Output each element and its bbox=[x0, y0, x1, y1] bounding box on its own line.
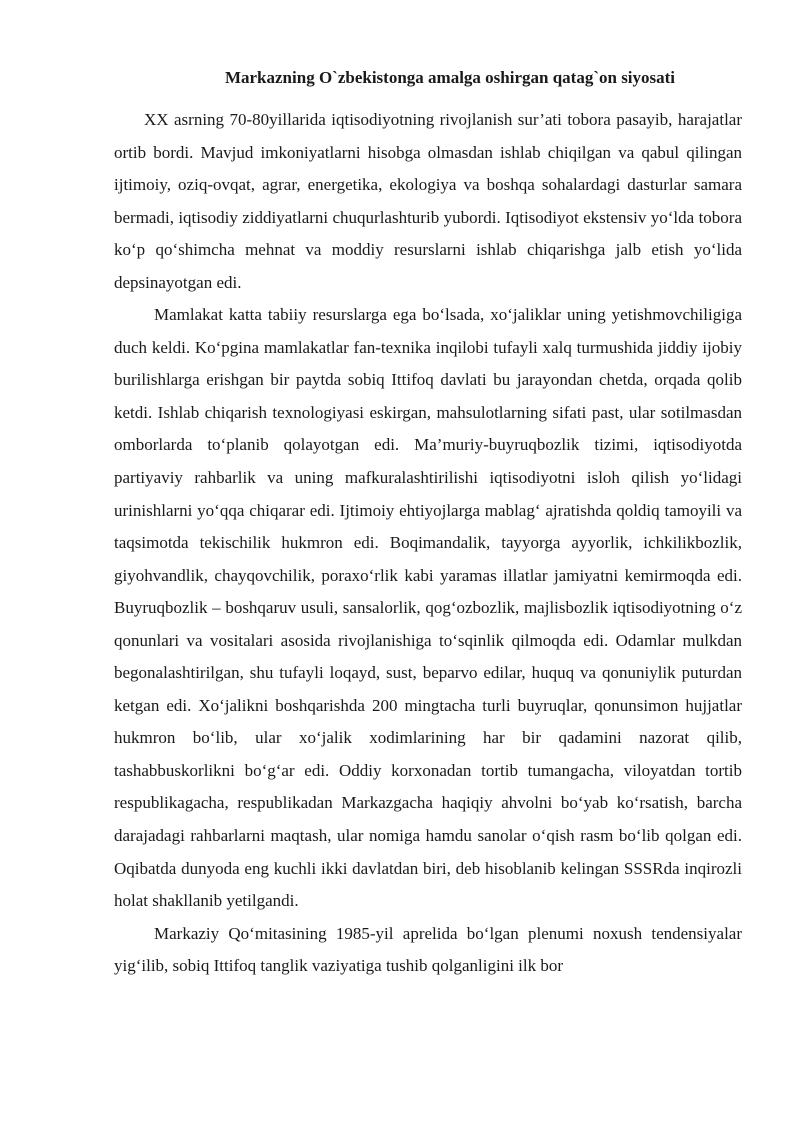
paragraph: Markaziy Qo‘mitasining 1985-yil aprelida bo‘lgan plenumi noxush tendensiyalar yig‘ilib, sobiq Ittifoq tanglik vaziyatiga tushib qolganligini ilk bor bbox=[114, 923, 742, 976]
document-body bbox=[114, 104, 742, 983]
document-title: Markazning O`zbekistonga amalga oshirgan qatag`on siyosati bbox=[224, 68, 676, 87]
paragraph: XX asrning 70-80yillarida iqtisodiyotning rivojlanish sur’ati tobora pasayib, harajatlar ortib bordi. Mavjud imkoniyatlarni hisobga olmasdan ishlab chiqilgan va qabul qilingan ijtimoiy, oziq-ovqat, agrar, energetika, ekologiya va boshqa sohalardagi dasturlar samara bermadi, iqtisodiy ziddiyatlarni chuqurlashturib yubordi. Iqtisodiyot ekstensiv yo‘lda tobora ko‘p qo‘shimcha mehnat va moddiy resurslarni ishlab chiqarishga jalb etish yo‘lida depsinayotgan edi. bbox=[114, 110, 742, 292]
paragraph: Mamlakat katta tabiiy resurslarga ega bo‘lsada, xo‘jaliklar uning yetishmovchiligiga duch keldi. Ko‘pgina mamlakatlar fan-texnika inqilobi tufayli xalq turmushida jiddiy ijobiy burilishlarga erishgan bir paytda sobiq Ittifoq davlati bu jarayondan chetda, orqada qolib ketdi. Ishlab chiqarish texnologiyasi eskirgan, mahsulotlarning sifati past, ular sotilmasdan omborlarda to‘planib qolayotgan edi. Ma’muriy-buyruqbozlik tizimi, iqtisodiyotda partiyaviy rahbarlik va uning mafkuralashtirilishi iqtisodiyotni isloh qilish yo‘lidagi urinishlarni yo‘qqa chiqarar edi. Ijtimoiy ehtiyojlarga mablag‘ ajratishda qoldiq tamoyili va taqsimotda tekischilik hukmron edi. Boqimandalik, tayyorga ayyorlik, ichkilikbozlik, giyohvandlik, chayqovchilik, poraxo‘rlik kabi yaramas illatlar jamiyatni kemirmoqda edi. Buyruqbozlik – boshqaruv usuli, sansalorlik, qog‘ozbozlik, majlisbozlik iqtisodiyotning o‘z qonunlari va vositalari asosida rivojlanishiga to‘sqinlik qilmoqda edi. Odamlar mulkdan begonalashtirilgan, shu tufayli loqayd, sust, beparvo edilar, huquq va qonuniylik puturdan ketgan edi. Xo‘jalikni boshqarishda 200 mingtacha turli buyruqlar, qonunsimon hujjatlar hukmron bo‘lib, ular xo‘jalik xodimlarining har bir qadamini nazorat qilib, tashabbuskorlikni bo‘g‘ar edi. Oddiy korxonadan tortib tumangacha, viloyatdan tortib respublikagacha, respublikadan Markazgacha haqiqiy ahvolni bo‘yab ko‘rsatish, barcha darajadagi rahbarlarni maqtash, ular nomiga hamdu sanolar o‘qish rasm bo‘lib qolgan edi. Oqibatda dunyoda eng kuchli ikki davlatdan biri, deb hisoblanib kelingan SSSRda inqirozli holat shakllanib yetilgandi. bbox=[114, 305, 742, 911]
